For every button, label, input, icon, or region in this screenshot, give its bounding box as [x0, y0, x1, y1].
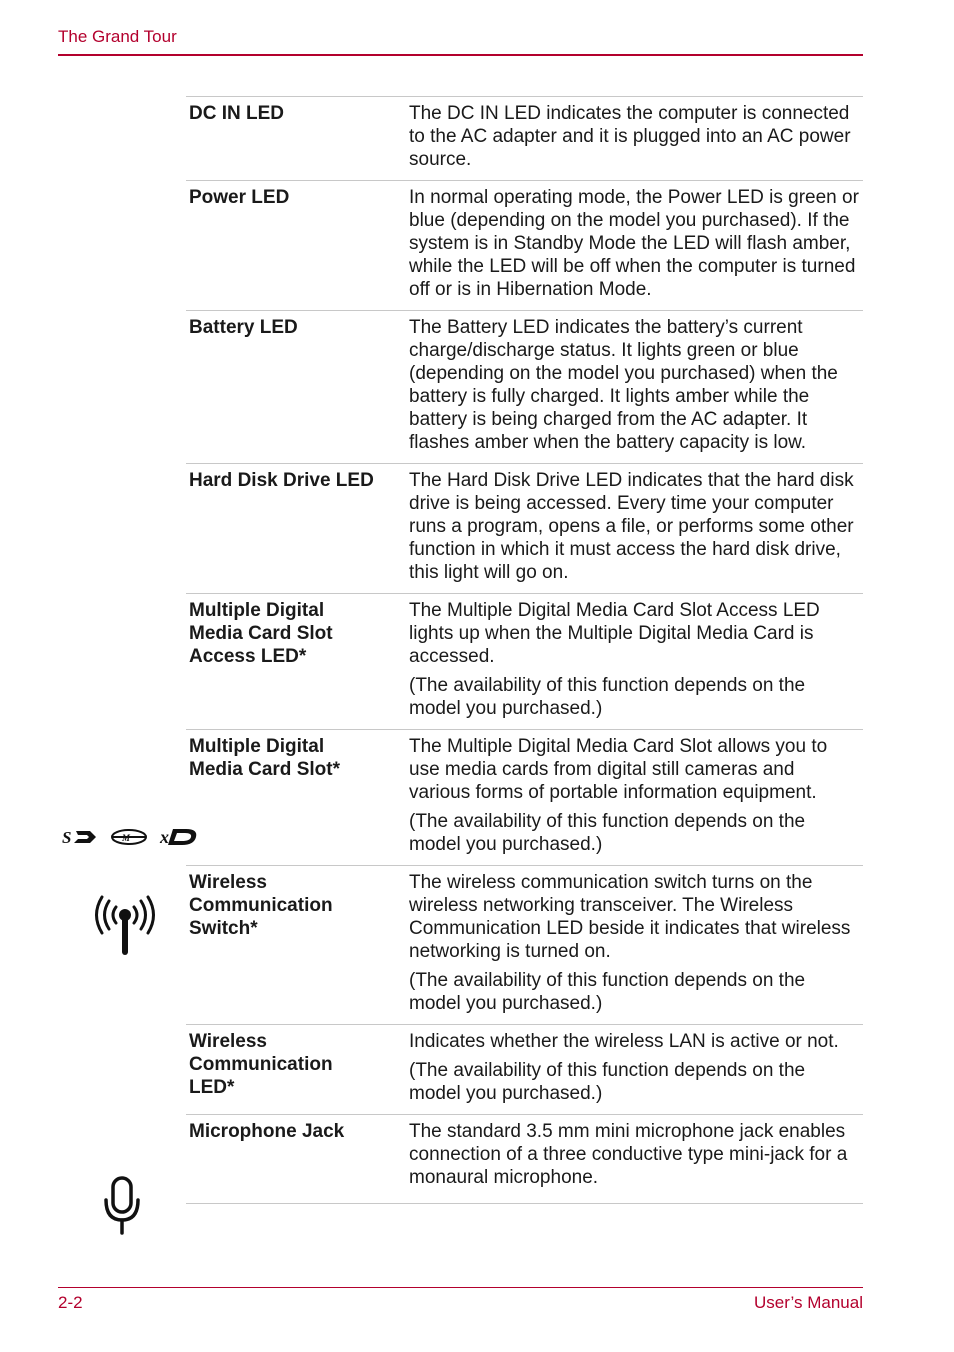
footer-rule [58, 1287, 863, 1288]
memory-card-logos-icon [60, 826, 200, 848]
row-description: The Battery LED indicates the battery’s current charge/discharge status. It lights green or blue (depending on the model you purchased) when the battery is fully charged. It lights amber while the battery is being charged from the AC adapter. It flashes amber when the battery capacity is low. [409, 317, 838, 453]
svg-text:M: M [122, 833, 131, 843]
row-description: The wireless communication switch turns on the wireless networking transceiver. The Wireless Communication LED beside it indicates that wireless networking is turned on. (The availability of this function depends on the model you purchased.) [409, 872, 851, 1014]
table-row [186, 1025, 863, 1115]
row-term: Wireless Communication LED* [189, 1031, 333, 1098]
row-description: Indicates whether the wireless LAN is active or not. (The availability of this function depends on the model you purchased.) [409, 1031, 839, 1104]
running-header: The Grand Tour [58, 27, 177, 46]
row-description: The standard 3.5 mm mini microphone jack enables connection of a three conductive type mini-jack for a monaural microphone. [409, 1121, 848, 1188]
table-row [186, 866, 863, 1025]
table-row [186, 311, 863, 464]
row-description: The DC IN LED indicates the computer is connected to the AC adapter and it is plugged into an AC power source. [409, 103, 851, 170]
table-row [186, 181, 863, 311]
svg-text:S: S [62, 828, 72, 847]
table-row [186, 97, 863, 181]
row-term: Microphone Jack [189, 1121, 345, 1142]
table-row [186, 730, 863, 866]
svg-text:x: x [160, 827, 169, 847]
row-term: Wireless Communication Switch* [189, 872, 333, 939]
table-row [186, 1115, 863, 1204]
microphone-icon [102, 1176, 142, 1236]
row-description: The Multiple Digital Media Card Slot allows you to use media cards from digital still cameras and various forms of portable information equipment. (The availability of this function depends on the model you purchased.) [409, 736, 828, 855]
row-description: The Hard Disk Drive LED indicates that the hard disk drive is being accessed. Every time your computer runs a program, opens a file, or performs some other function in which it must access the hard disk drive, this light will go on. [409, 470, 854, 583]
row-description: The Multiple Digital Media Card Slot Access LED lights up when the Multiple Digital Media Card is accessed. (The availability of this function depends on the model you purchased.) [409, 600, 820, 719]
row-term: DC IN LED [189, 103, 284, 124]
header-rule [58, 54, 863, 56]
row-term: Power LED [189, 187, 290, 208]
feature-table [186, 96, 863, 1204]
row-term: Multiple Digital Media Card Slot* [189, 736, 340, 780]
row-term: Hard Disk Drive LED [189, 470, 374, 491]
table-row [186, 464, 863, 594]
page-number: 2-2 [58, 1293, 83, 1312]
manual-title: User’s Manual [754, 1293, 863, 1312]
row-term: Battery LED [189, 317, 298, 338]
row-description: In normal operating mode, the Power LED is green or blue (depending on the model you purchased). If the system is in Standby Mode the LED will flash amber, while the LED will be off when the computer is turned off or is in Hibernation Mode. [409, 187, 859, 300]
wireless-antenna-icon [94, 895, 156, 957]
row-term: Multiple Digital Media Card Slot Access LED* [189, 600, 333, 667]
table-row [186, 594, 863, 730]
